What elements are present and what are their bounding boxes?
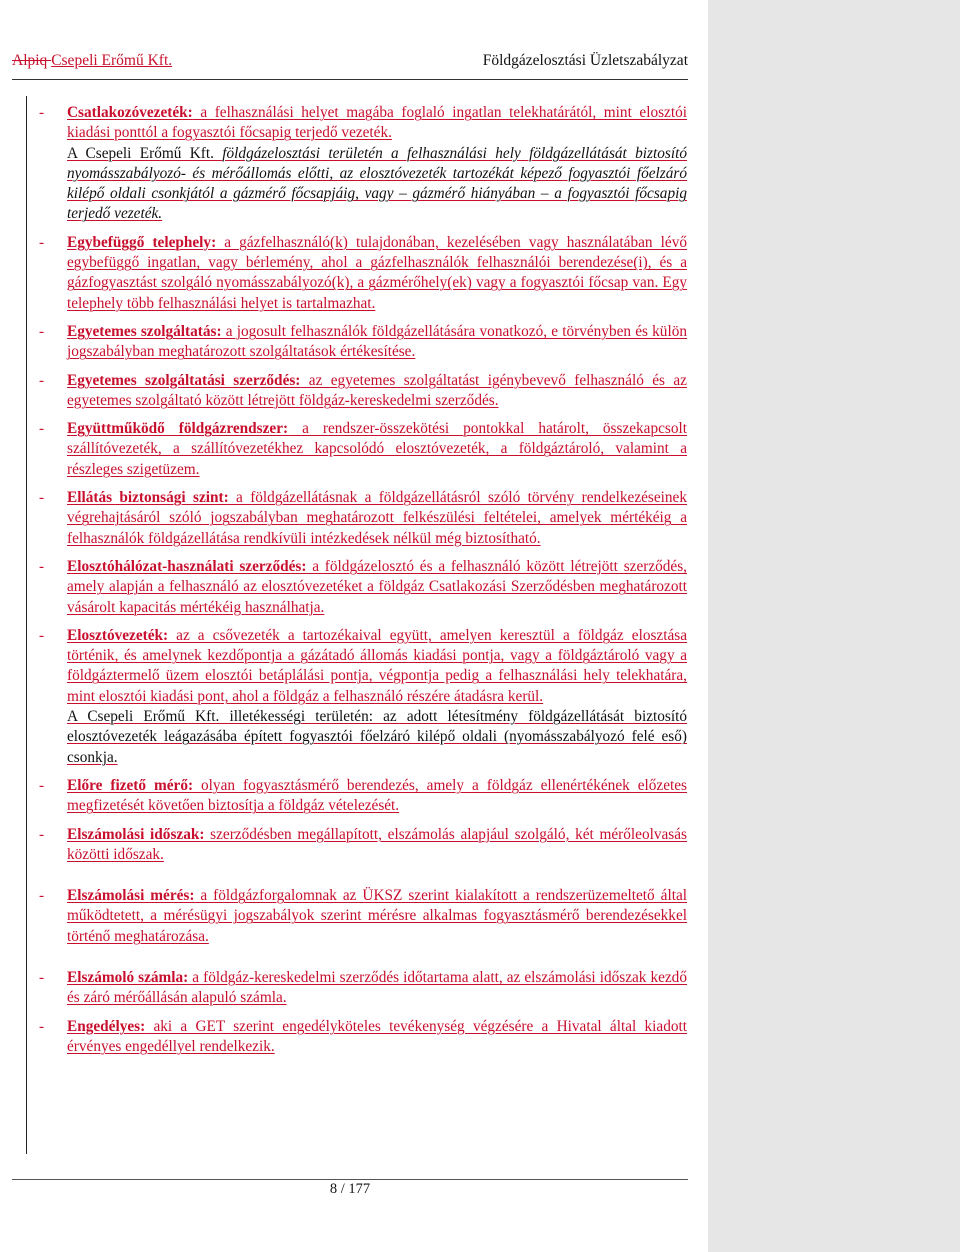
definition-text: a földgáz-kereskedelmi szerződés időtartama alatt, az elszámolási időszak kezdő és záró mérőállásán alapuló számla. bbox=[67, 968, 687, 1007]
list-dash: - bbox=[39, 557, 45, 575]
definition-elosztovezetek bbox=[39, 626, 687, 768]
list-dash: - bbox=[39, 1017, 45, 1035]
definition-term: Elszámolási időszak: bbox=[67, 825, 205, 843]
list-dash: - bbox=[39, 322, 45, 340]
header-inserted-text: Csepeli Erőmű Kft. bbox=[51, 52, 173, 69]
list-dash: - bbox=[39, 626, 45, 644]
definition-text: a földgázellátásnak a földgázellátásról szóló törvény rendelkezéseinek végrehajtásáról szóló jogszabályban meghatározott felkészülési feltételei, amelyek mértékéig a felhasználók földgázellátása rendkívüli intézkedések nélkül még biztosítható. bbox=[67, 489, 687, 547]
definition-elosztohalozat-hasznalati-szerzodes bbox=[39, 557, 687, 618]
page-number: 8 / 177 bbox=[329, 1181, 371, 1197]
definition-term: Csatlakozóvezeték: bbox=[67, 104, 193, 121]
header-divider bbox=[12, 79, 688, 80]
definition-text: a földgázelosztó és a felhasználó között létrejött szerződés, amely alapján a felhasználó az elosztóvezetéket a földgáz Csatlakozási Szerződésben meghatározott vásárolt kapacitás mértékéig használhatja. bbox=[67, 557, 687, 616]
definition-egyetemes-szolgaltatas bbox=[39, 322, 687, 363]
definition-elore-fizeto-mero bbox=[39, 776, 687, 817]
definition-term: Előre fizető mérő: bbox=[67, 776, 194, 794]
list-dash: - bbox=[39, 776, 45, 794]
page-header bbox=[12, 52, 688, 76]
definition-term: Egyetemes szolgáltatás: bbox=[67, 322, 222, 340]
definition-term: Elszámolási mérés: bbox=[67, 887, 195, 905]
comment-margin-panel bbox=[708, 0, 960, 1252]
list-dash: - bbox=[39, 887, 45, 905]
definition-engedelyes bbox=[39, 1017, 687, 1058]
definition-term: Elosztóvezeték: bbox=[67, 626, 169, 644]
definition-term: Egybefüggő telephely: bbox=[67, 233, 217, 251]
list-dash: - bbox=[39, 489, 45, 507]
definition-elszamolo-szamla bbox=[39, 968, 687, 1009]
list-dash: - bbox=[39, 233, 45, 251]
definition-text: olyan fogyasztásmérő berendezés, amely a földgáz ellenértékének előzetes megfizetését követően biztosítja a földgáz vételezését. bbox=[67, 776, 687, 815]
definition-note-italic: földgázelosztási területén a felhasználási hely földgázellátását biztosító nyomásszabályozó- és mérőállomás előtti, az elosztóvezeték tartozékát képező fogyasztói főelzáró kilépő oldali csonkjától a gázmérő főcsapjáig, vagy – gázmérő hiányában – a fogyasztói főcsapig terjedő vezeték. bbox=[67, 144, 687, 223]
definition-egybefuggo-telephely bbox=[39, 233, 687, 314]
definition-text: a jogosult felhasználók földgázellátására vonatkozó, e törvényben és külön jogszabályban meghatározott szolgáltatások értékesítése. bbox=[67, 322, 688, 361]
definition-egyetemes-szolgaltatasi-szerzodes bbox=[39, 371, 687, 412]
footer-divider bbox=[12, 1179, 688, 1180]
definition-note-text: A Csepeli Erőmű Kft. illetékességi területén: az adott létesítmény földgázellátását biztosító elosztóvezeték leágazásába épített fogyasztói főelzáró kilépő oldali (nyomásszabályozó felé eső) csonkja. bbox=[67, 708, 687, 766]
definition-ellatas-biztonsagi-szint bbox=[39, 488, 687, 549]
definition-csatlakozovezetek bbox=[39, 103, 687, 225]
definition-text: az a csővezeték a tartozékaival együtt, amelyen keresztül a földgáz elosztása történik, és amelynek kezdőpontja a gázátadó állomás kiadási pontja, vagy a földgáztároló vagy a földgáztermelő üzem elosztói betáplálási pontja, végpontja pedig a felhasználási hely telekhatára, mint elosztói kiadási pont, ahol a földgáz a felhasználó részére átadásra kerül. bbox=[67, 626, 687, 705]
definition-text: az egyetemes szolgáltatást igénybevevő felhasználó és az egyetemes szolgáltató között létrejött földgáz-kereskedelmi szerződés. bbox=[67, 371, 687, 409]
definition-text: a felhasználási helyet magába foglaló ingatlan telekhatárától, mint elosztói kiadási ponttól a fogyasztói főcsapig terjedő vezeték. bbox=[67, 104, 687, 142]
definition-term: Engedélyes: bbox=[67, 1017, 146, 1035]
definition-egyuttmukodo-foldgazrendszer bbox=[39, 419, 687, 480]
definition-term: Elszámoló számla: bbox=[67, 968, 189, 986]
header-document-title: Földgázelosztási Üzletszabályzat bbox=[482, 52, 688, 69]
list-dash: - bbox=[39, 968, 45, 986]
list-dash: - bbox=[39, 104, 45, 121]
definition-term: Együttműködő földgázrendszer: bbox=[67, 420, 289, 438]
definition-note bbox=[67, 707, 687, 768]
list-dash: - bbox=[39, 825, 45, 843]
header-company bbox=[12, 52, 172, 70]
header-deleted-text: Alpiq bbox=[12, 52, 52, 69]
definition-text: a földgázforgalomnak az ÜKSZ szerint kialakított a rendszerüzemeltető által működtetett, a mérésügyi jogszabályok szerint mérésre alkalmas fogyasztásmérő berendezésekkel történő meghatározása. bbox=[67, 887, 687, 945]
definitions-list bbox=[39, 103, 687, 1057]
definition-text: a rendszer-összekötési pontokkal határolt, összekapcsolt szállítóvezeték, a szállítóvezetékhez kapcsolódó elosztóvezeték, a földgáztároló, valamint a részleges szigetüzem. bbox=[67, 420, 688, 478]
definition-term: Ellátás biztonsági szint: bbox=[67, 489, 229, 507]
definition-text: a gázfelhasználó(k) tulajdonában, kezelésében vagy használatában lévő egybefüggő ingatlan, vagy bérlemény, ahol a gázfelhasználók felhasználói berendezése(i), és a gázfogyasztást szolgáló nyomásszabályozó(k), a gázmérőhely(ek) vagy a fogyasztói főcsap van. Egy telephely több felhasználási helyet is tartalmazhat. bbox=[67, 233, 687, 312]
definition-note-lead: A Csepeli Erőmű Kft. bbox=[67, 144, 223, 162]
definition-term: Egyetemes szolgáltatási szerződés: bbox=[67, 371, 301, 389]
revision-change-bar bbox=[26, 96, 27, 1154]
definition-text: szerződésben megállapított, elszámolás alapjául szolgáló, két mérőleolvasás közötti időszak. bbox=[67, 825, 687, 863]
list-dash: - bbox=[39, 420, 45, 438]
definition-term: Elosztóhálózat-használati szerződés: bbox=[67, 557, 307, 575]
list-dash: - bbox=[39, 371, 45, 389]
definition-elszamolasi-idoszak bbox=[39, 825, 687, 866]
definition-note bbox=[67, 144, 687, 225]
definition-note-text bbox=[67, 145, 687, 223]
definition-elszamolasi-meres bbox=[39, 886, 687, 947]
definition-text: aki a GET szerint engedélyköteles tevékenység végzésére a Hivatal által kiadott érvényes engedéllyel rendelkezik. bbox=[67, 1017, 687, 1055]
